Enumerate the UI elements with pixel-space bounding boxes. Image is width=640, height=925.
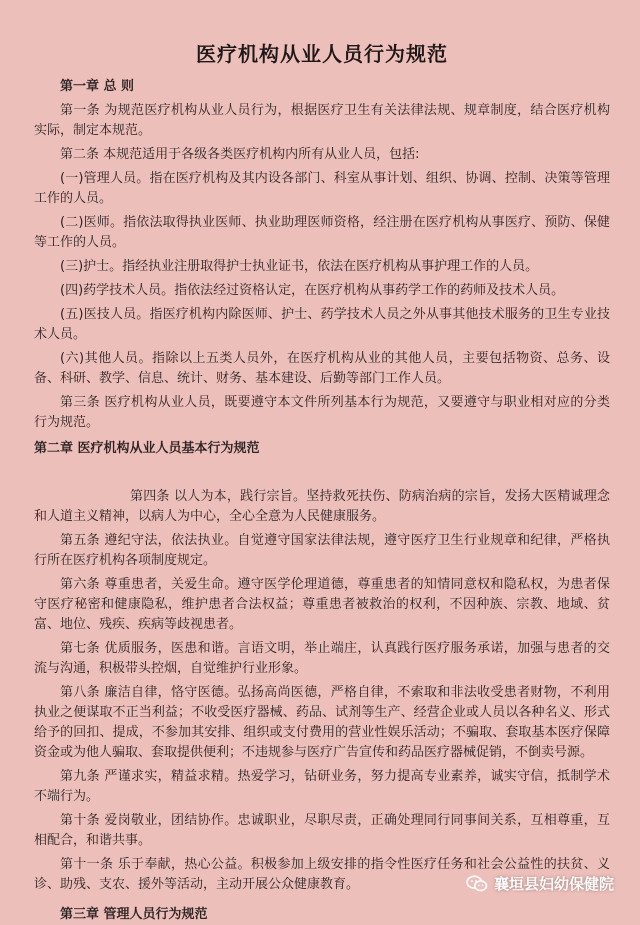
chapter-heading-2: 第二章 医疗机构从业人员基本行为规范 bbox=[34, 441, 260, 456]
article-8: 第八条 廉洁自律，恪守医德。弘扬高尚医德，严格自律，不索取和非法收受患者财物，不利用执业之便谋取不正当利益；不收受医疗器械、药品、试剂等生产、经营企业或人员以各种名义、形式给予的回扣、提成，不参加其安排、组织或支付费用的营业性娱乐活动；不骗取、套取基本医疗保障资金或为他人骗取、套取提供便利；不违规参与医疗广告宣传和药品医疗器械促销，不倒卖号源。 bbox=[34, 685, 610, 760]
article-11: 第十一条 乐于奉献，热心公益。积极参加上级安排的指令性医疗任务和社会公益性的扶贫、义诊、助残、支农、援外等活动，主动开展公众健康教育。 bbox=[34, 857, 610, 892]
article-2-item-2: (二)医师。指依法取得执业医师、执业助理医师资格，经注册在医疗机构从事医疗、预防、保健等工作的人员。 bbox=[34, 215, 610, 250]
watermark bbox=[466, 873, 614, 894]
article-2-item-4: (四)药学技术人员。指依法经过资格认定，在医疗机构从事药学工作的药师及技术人员。 bbox=[60, 283, 565, 298]
article-2: 第二条 本规范适用于各级各类医疗机构内所有从业人员，包括: bbox=[60, 147, 420, 162]
article-4: 第四条 以人为本，践行宗旨。坚持救死扶伤、防病治病的宗旨，发扬大医精诚理念和人道主义精神，以病人为中心，全心全意为人民健康服务。 bbox=[34, 489, 610, 524]
article-6: 第六条 尊重患者，关爱生命。遵守医学伦理道德，尊重患者的知情同意权和隐私权，为患者保守医疗秘密和健康隐私，维护患者合法权益；尊重患者被救治的权利，不因种族、宗教、地域、贫富、地位、残疾、疾病等歧视患者。 bbox=[34, 577, 610, 632]
document-title: 医疗机构从业人员行为规范 bbox=[196, 42, 448, 66]
wechat-icon bbox=[466, 875, 488, 893]
article-7: 第七条 优质服务，医患和谐。言语文明，举止端庄，认真践行医疗服务承诺，加强与患者的交流与沟通，积极带头控烟，自觉维护行业形象。 bbox=[34, 641, 610, 676]
chapter-heading-3: 第三章 管理人员行为规范 bbox=[60, 907, 208, 922]
article-5: 第五条 遵纪守法，依法执业。自觉遵守国家法律法规，遵守医疗卫生行业规章和纪律，严格执行所在医疗机构各项制度规定。 bbox=[34, 533, 610, 568]
article-2-item-5: (五)医技人员。指医疗机构内除医师、护士、药学技术人员之外从事其他技术服务的卫生专业技术人员。 bbox=[34, 307, 610, 342]
article-2-item-6: (六)其他人员。指除以上五类人员外，在医疗机构从业的其他人员，主要包括物资、总务、设备、科研、教学、信息、统计、财务、基本建设、后勤等部门工作人员。 bbox=[34, 351, 610, 386]
article-9: 第九条 严谨求实，精益求精。热爱学习，钻研业务，努力提高专业素养，诚实守信，抵制学术不端行为。 bbox=[34, 769, 610, 804]
watermark-text: 襄垣县妇幼保健院 bbox=[493, 875, 614, 893]
article-10: 第十条 爱岗敬业，团结协作。忠诚职业，尽职尽责，正确处理同行同事间关系，互相尊重，互相配合，和谐共事。 bbox=[34, 813, 610, 848]
article-2-item-1: (一)管理人员。指在医疗机构及其内设各部门、科室从事计划、组织、协调、控制、决策等管理工作的人员。 bbox=[34, 171, 610, 206]
article-1: 第一条 为规范医疗机构从业人员行为，根据医疗卫生有关法律法规、规章制度，结合医疗机构实际，制定本规范。 bbox=[34, 103, 610, 138]
article-3: 第三条 医疗机构从业人员，既要遵守本文件所列基本行为规范，又要遵守与职业相对应的分类行为规范。 bbox=[34, 395, 610, 430]
article-2-item-3: (三)护士。指经执业注册取得护士执业证书，依法在医疗机构从事护理工作的人员。 bbox=[60, 259, 539, 274]
chapter-heading-1: 第一章 总 则 bbox=[60, 79, 135, 94]
